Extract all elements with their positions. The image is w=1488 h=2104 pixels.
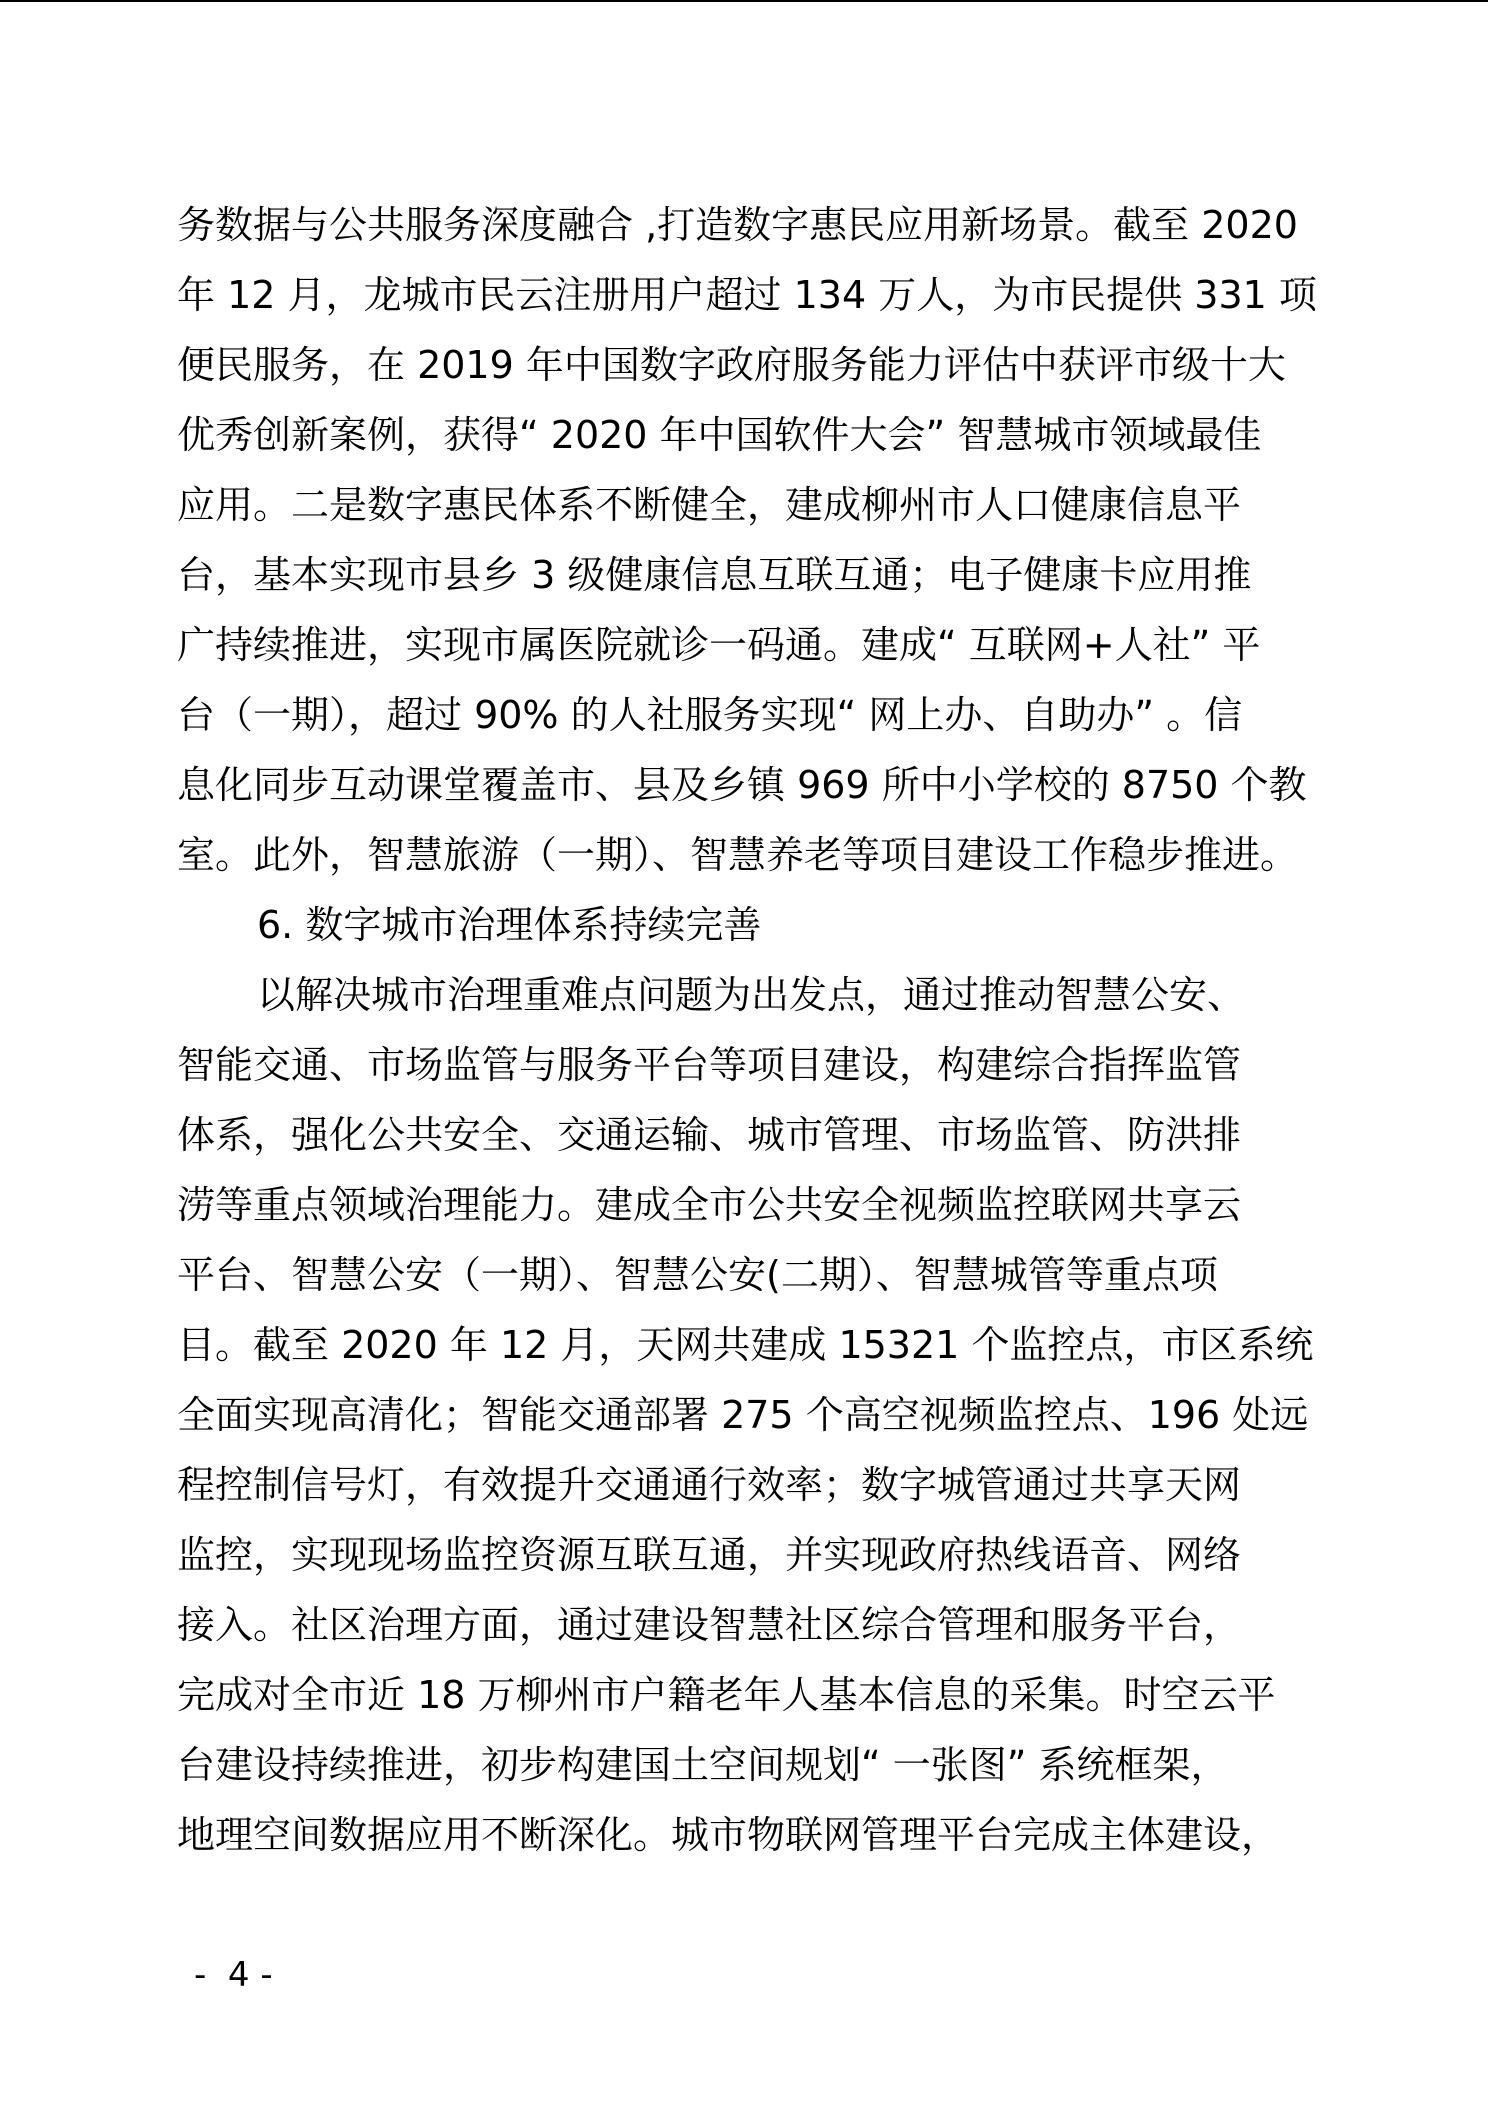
section-heading: 6. 数字城市治理体系持续完善 (257, 903, 762, 947)
text-line: 接入。社区治理方面，通过建设智慧社区综合管理和服务平台， (177, 1603, 1242, 1647)
text-line: 室。此外，智慧旅游（一期）、智慧养老等项目建设工作稳步推进。 (177, 833, 1299, 877)
text-line: 台（一期），超过 90% 的人社服务实现“ 网上办、自助办” 。信 (177, 693, 1243, 737)
text-line: 息化同步互动课堂覆盖市、县及乡镇 969 所中小学校的 8750 个教 (177, 763, 1307, 807)
page-number: - 4 - (194, 1955, 273, 1995)
text-line: 体系，强化公共安全、交通运输、城市管理、市场监管、防洪排 (177, 1113, 1242, 1157)
top-border-line (0, 0, 1488, 2)
text-line: 应用。二是数字惠民体系不断健全，建成柳州市人口健康信息平 (177, 483, 1242, 527)
text-line: 台，基本实现市县乡 3 级健康信息互联互通；电子健康卡应用推 (177, 553, 1252, 597)
text-line: 广持续推进，实现市属医院就诊一码通。建成“ 互联网+人社” 平 (177, 623, 1261, 667)
paragraph-first-line: 以解决城市治理重难点问题为出发点，通过推动智慧公安、 (257, 973, 1246, 1017)
text-line: 全面实现高清化；智能交通部署 275 个高空视频监控点、196 处远 (177, 1393, 1309, 1437)
text-line: 程控制信号灯，有效提升交通通行效率；数字城管通过共享天网 (177, 1463, 1242, 1507)
text-line: 目。截至 2020 年 12 月，天网共建成 15321 个监控点，市区系统 (177, 1323, 1314, 1367)
text-line: 平台、智慧公安（一期）、智慧公安(二期）、智慧城管等重点项 (177, 1253, 1218, 1297)
text-line: 地理空间数据应用不断深化。城市物联网管理平台完成主体建设， (177, 1813, 1280, 1857)
text-line: 台建设持续推进，初步构建国土空间规划“ 一张图” 系统框架， (177, 1743, 1229, 1787)
text-line: 优秀创新案例，获得“ 2020 年中国软件大会” 智慧城市领域最佳 (177, 413, 1262, 457)
text-line: 务数据与公共服务深度融合 ,打造数字惠民应用新场景。截至 2020 (177, 203, 1298, 247)
text-line: 年 12 月，龙城市民云注册用户超过 134 万人，为市民提供 331 项 (177, 273, 1317, 317)
text-line: 涝等重点领域治理能力。建成全市公共安全视频监控联网共享云 (177, 1183, 1242, 1227)
text-line: 便民服务，在 2019 年中国数字政府服务能力评估中获评市级十大 (177, 343, 1286, 387)
text-line: 监控，实现现场监控资源互联互通，并实现政府热线语音、网络 (177, 1533, 1242, 1577)
text-line: 智能交通、市场监管与服务平台等项目建设，构建综合指挥监管 (177, 1043, 1242, 1087)
body-text (177, 190, 1327, 1870)
text-line: 完成对全市近 18 万柳州市户籍老年人基本信息的采集。时空云平 (177, 1673, 1276, 1717)
